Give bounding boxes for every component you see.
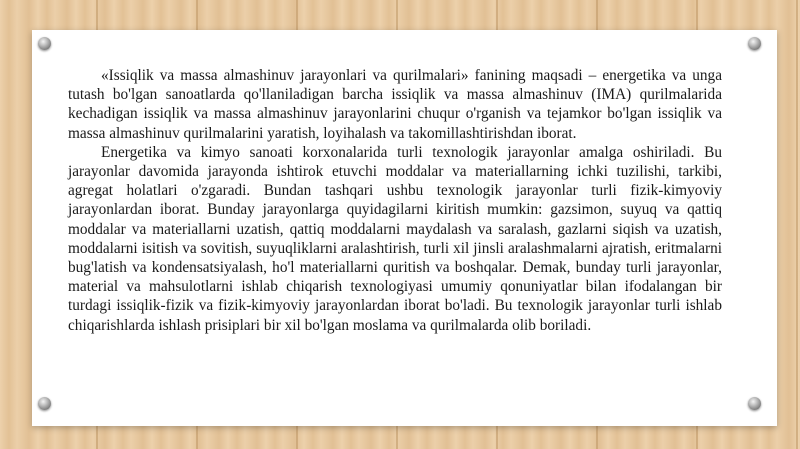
pushpin-icon [748,37,761,50]
paragraph-purpose: «Issiqlik va massa almashinuv jarayonlari va qurilmalari» fanining maqsadi – energetika va unga tutash bo'lgan sanoatlarda qo'llaniladigan barcha issiqlik va massa almashinuv (IMA) qurilmalarida kechadigan issiqlik va massa almashinuv jarayonlarini chuqur o'rganish va tejamkor bo'lgan issiqlik va massa almashinuv qurilmalarini yaratish, loyihalash va takomillashtirishdan iborat. [68,67,722,142]
pushpin-icon [38,397,51,410]
pushpin-icon [748,397,761,410]
pushpin-icon [38,37,51,50]
document-body [68,66,722,335]
paragraph-processes: Energetika va kimyo sanoati korxonalarida turli texnologik jarayonlar amalga oshiriladi. Bu jarayonlar davomida jarayonda ishtirok etuvchi moddalar va materiallarning ichki tuzilishi, tarkibi, agregat holatlari o'zgaradi. Bundan tashqari ushbu texnologik jarayonlar turli fizik-kimyoviy jarayonlardan iborat. Bunday jarayonlarga quyidagilarni kiritish mumkin: gazsimon, suyuq va qattiq moddalar va materiallarni uzatish, qattiq moddalarni maydalash va saralash, gazlarni siqish va uzatish, moddalarni isitish va sovitish, suyuqliklarni aralashtirish, turli xil jinsli aralashmalarni ajratish, eritmalarni bug'latish va kondensatsiyalash, ho'l materiallarni quritish va boshqalar. Demak, bunday turli jarayonlar, material va mahsulotlarni ishlab chiqarish texnologiyasi umumiy qonuniyatlar bilan ifodalangan bir turdagi issiqlik-fizik va fizik-kimyoviy jarayonlardan iborat bo'ladi. Bu texnologik jarayonlar turli ishlab chiqarishlarda ishlash prisiplari bir xil bo'lgan moslama va qurilmalarda olib boriladi. [68,143,722,334]
